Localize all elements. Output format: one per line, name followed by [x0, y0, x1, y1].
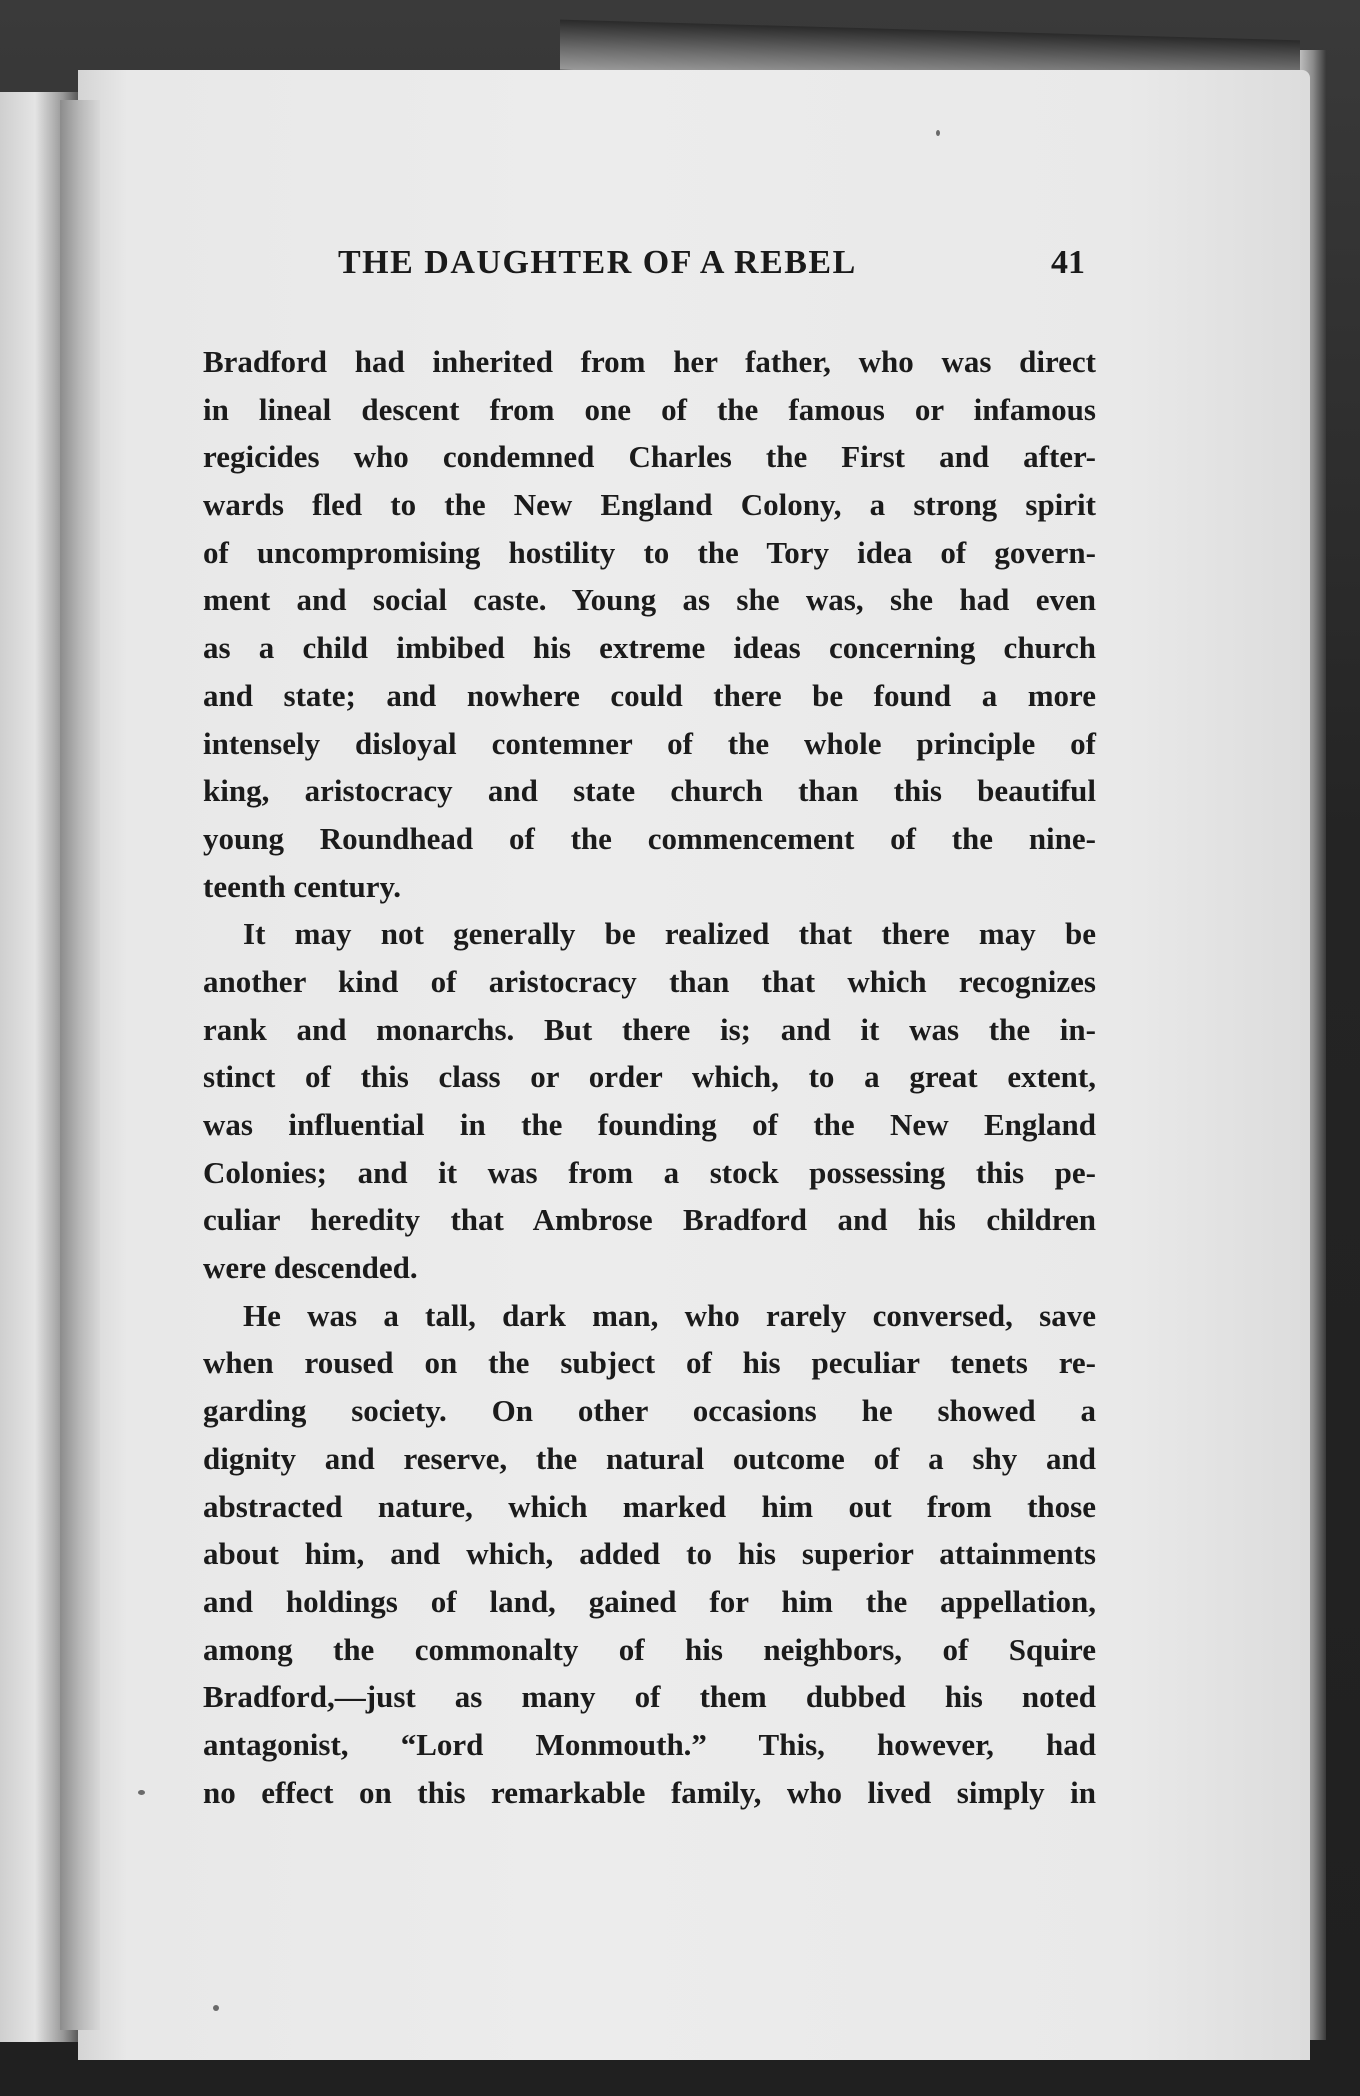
- paragraph: [203, 338, 1096, 910]
- text-line: garding society. On other occasions he showed a: [203, 1393, 1096, 1429]
- page-number: 41: [1051, 244, 1085, 281]
- running-head: [203, 244, 1083, 294]
- text-line: Bradford,—just as many of them dubbed his noted: [203, 1679, 1096, 1715]
- text-line: Colonies; and it was from a stock possessing this pe-: [203, 1154, 1096, 1190]
- text-line: ment and social caste. Young as she was, she had even: [203, 582, 1096, 618]
- text-line: were descended.: [203, 1250, 418, 1286]
- text-line: in lineal descent from one of the famous or infamous: [203, 391, 1096, 427]
- gutter-shadow: [60, 100, 100, 2030]
- text-line: and state; and nowhere could there be found a more: [203, 677, 1096, 713]
- text-line: when roused on the subject of his peculiar tenets re-: [203, 1345, 1096, 1381]
- text-line: of uncompromising hostility to the Tory idea of govern-: [203, 534, 1096, 570]
- text-line: antagonist, “Lord Monmouth.” This, however, had: [203, 1726, 1096, 1762]
- text-line: about him, and which, added to his superior attainments: [203, 1536, 1096, 1572]
- body-text: [203, 338, 1096, 1816]
- text-line: It may not generally be realized that there may be: [243, 916, 1096, 952]
- scan-speck: [138, 1790, 145, 1795]
- text-line: king, aristocracy and state church than this beautiful: [203, 773, 1096, 809]
- text-line: no effect on this remarkable family, who lived simply in: [203, 1774, 1096, 1810]
- text-line: Bradford had inherited from her father, who was direct: [203, 344, 1096, 379]
- text-line: dignity and reserve, the natural outcome of a shy and: [203, 1440, 1096, 1476]
- text-line: wards fled to the New England Colony, a strong spirit: [203, 487, 1096, 523]
- text-line: intensely disloyal contemner of the whole principle of: [203, 725, 1096, 761]
- text-line: He was a tall, dark man, who rarely conversed, save: [243, 1297, 1096, 1333]
- text-line: as a child imbibed his extreme ideas concerning church: [203, 630, 1096, 666]
- text-line: another kind of aristocracy than that which recognizes: [203, 963, 1096, 999]
- text-line: was influential in the founding of the New England: [203, 1107, 1096, 1142]
- running-head-title: THE DAUGHTER OF A REBEL: [338, 244, 857, 281]
- text-line: and holdings of land, gained for him the appellation,: [203, 1583, 1096, 1619]
- scan-speck: [213, 2005, 219, 2011]
- paragraph: [203, 1292, 1096, 1817]
- text-line: abstracted nature, which marked him out from those: [203, 1488, 1096, 1524]
- text-line: rank and monarchs. But there is; and it was the in-: [203, 1011, 1096, 1047]
- scan-speck: [936, 130, 940, 136]
- text-line: regicides who condemned Charles the First and after-: [203, 439, 1096, 475]
- paragraph: [203, 910, 1096, 1292]
- text-line: young Roundhead of the commencement of the nine-: [203, 820, 1096, 856]
- text-line: culiar heredity that Ambrose Bradford and his children: [203, 1202, 1096, 1238]
- text-line: teenth century.: [203, 868, 402, 904]
- text-line: among the commonalty of his neighbors, of Squire: [203, 1631, 1096, 1667]
- text-line: stinct of this class or order which, to a great extent,: [203, 1059, 1096, 1095]
